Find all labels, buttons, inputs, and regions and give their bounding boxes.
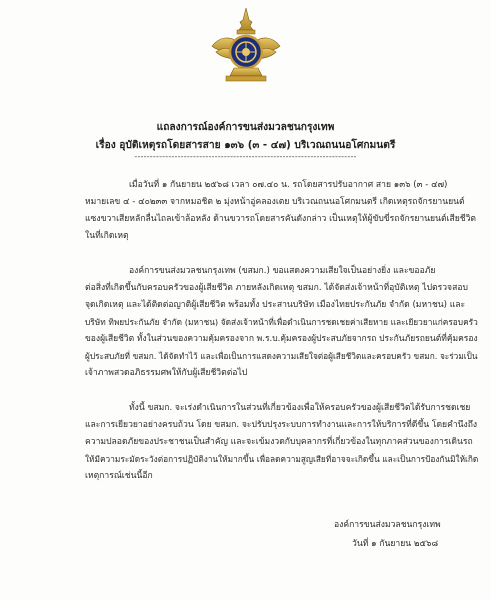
separator-line: ------------------------------------------------------------------------ <box>134 152 357 161</box>
text-line: หมายเลข ๔ - ๔๐๒๓๓ จากหมอชิต ๒ มุ่งหน้าอู่คลองเตย บริเวณถนนอโศกมนตรี เกิดเหตุรถจักรยานยนต์ <box>85 197 465 207</box>
text-line: ให้มีความระมัดระวังต่อการปฏิบัติงานให้มากขึ้น เพื่อลดความสูญเสียที่อาจจะเกิดขึ้น และเป็นการป้องกันมิให้เกิด <box>85 454 479 464</box>
text-line: ความปลอดภัยของประชาชนเป็นสำคัญ และจะเข้มงวดกับบุคลากรที่เกี่ยวข้องในทุกภาคส่วนของการเดินรถ <box>85 437 473 447</box>
text-line: ผู้ประสบภัยที่ ขสมก. ได้จัดทำไว้ และเพื่อเป็นการแสดงความเสียใจต่อผู้เสียชีวิตและครอบครัว ขสมก. จะร่วมเป็น <box>85 351 478 361</box>
signature-org: องค์การขนส่งมวลชนกรุงเทพ <box>334 520 441 530</box>
announcement-title: แถลงการณ์องค์การขนส่งมวลชนกรุงเทพ <box>156 122 335 133</box>
text-line: ในที่เกิดเหตุ <box>85 231 129 241</box>
signature-date: วันที่ ๑ กันยายน ๒๕๖๘ <box>352 539 439 549</box>
text-line: ทั้งนี้ ขสมก. จะเร่งดำเนินการในส่วนที่เกี่ยวข้องเพื่อให้ครอบครัวของผู้เสียชีวิตได้รับการชดเชย <box>129 403 471 413</box>
text-line: แซงขวาเสียหลักลื่นไถลเข้าล้อหลัง ด้านขวารถโดยสารคันดังกล่าว เป็นเหตุให้ผู้ขับขี่รถจักรยานยนต์เสียชีวิต <box>85 214 477 224</box>
text-line: บริษัท ทิพยประกันภัย จำกัด (มหาชน) จัดส่งเจ้าหน้าที่เพื่อดำเนินการชดเชยค่าเสียหาย และเยียวยาแก่ครอบครัว <box>85 317 478 327</box>
text-line: จุดเกิดเหตุ และได้ติดต่อญาติผู้เสียชีวิต พร้อมทั้ง ประสานบริษัท เมืองไทยประกันภัย จำกัด (มหาชน) และ <box>85 300 466 310</box>
text-line: ต่อสิ่งที่เกิดขึ้นกับครอบครัวของผู้เสียชีวิต ภายหลังเกิดเหตุ ขสมก. ได้จัดส่งเจ้าหน้าที่อุบัติเหตุ ไปตรวจสอบ <box>85 283 468 293</box>
text-line: เมื่อวันที่ ๑ กันยายน ๒๕๖๘ เวลา ๐๗.๔๐ น. รถโดยสารปรับอากาศ สาย ๑๓๖ (๓ - ๔๗) <box>129 180 448 190</box>
text-line: และการเยียวยาอย่างครบถ้วน โดย ขสมก. จะปรับปรุงระบบการทำงานและการให้บริการที่ดีขึ้น โดยคำนึงถึง <box>85 420 478 430</box>
announcement-subject: เรื่อง อุบัติเหตุรถโดยสารสาย ๑๓๖ (๓ - ๔๗) บริเวณถนนอโศกมนตรี <box>95 140 396 151</box>
text-line: เจ้าภาพสวดอภิธรรมศพให้กับผู้เสียชีวิตต่อไป <box>85 368 248 378</box>
bmta-emblem-icon <box>204 6 288 90</box>
text-line: เหตุการณ์เช่นนี้อีก <box>85 471 153 481</box>
text-line: ของผู้เสียชีวิต ทั้งในส่วนของความคุ้มครองจาก พ.ร.บ.คุ้มครองผู้ประสบภัยจากรถ ประกันภัยรถยนต์ที่คุ้มครอง <box>85 334 478 344</box>
text-line: องค์การขนส่งมวลชนกรุงเทพ (ขสมก.) ขอแสดงความเสียใจเป็นอย่างยิ่ง และขออภัย <box>129 266 436 276</box>
